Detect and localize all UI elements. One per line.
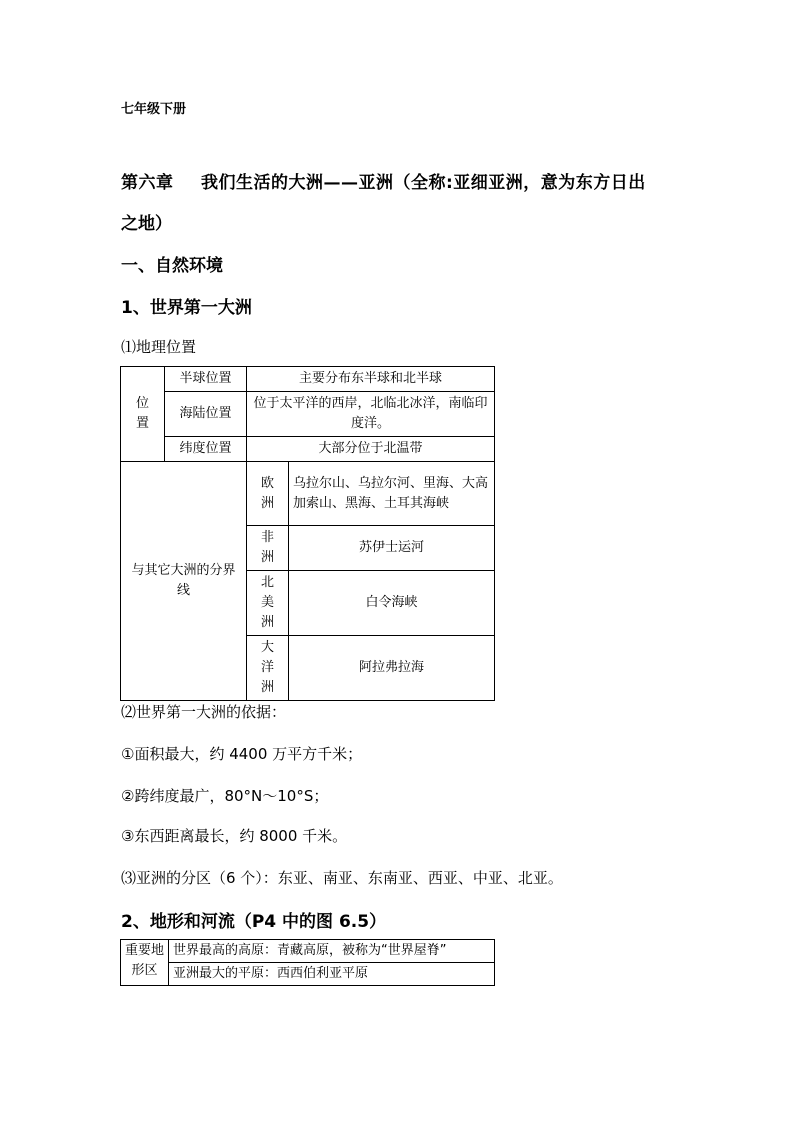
grade-label: 七年级下册	[121, 102, 187, 117]
list-item: ①面积最大，约 4400 万平方千米；	[121, 745, 363, 763]
chapter-title	[121, 168, 646, 193]
table-row	[121, 437, 495, 462]
table-row	[121, 462, 495, 526]
list-item: ②跨纬度最广，80°N～10°S；	[121, 787, 329, 805]
table-cell: 大部分位于北温带	[247, 437, 495, 462]
table-cell	[247, 571, 289, 636]
table-row	[121, 367, 495, 392]
table-cell: 主要分布东半球和北半球	[247, 367, 495, 392]
position-label: 位置	[135, 396, 149, 431]
geo-position-heading: ⑴地理位置	[121, 338, 197, 356]
subsection-heading-2: 2、地形和河流（P4 中的图 6.5）	[121, 912, 387, 932]
section-heading: 一、自然环境	[121, 256, 223, 276]
table-row	[121, 963, 495, 986]
table-row	[121, 940, 495, 963]
table-cell: 海陆位置	[165, 392, 247, 437]
table-cell: 乌拉尔山、乌拉尔河、里海、大高加索山、黑海、土耳其海峡	[289, 462, 495, 526]
continent-label: 北美洲	[260, 575, 274, 630]
basis-heading: ⑵世界第一大洲的依据：	[121, 703, 287, 721]
table-cell: 纬度位置	[165, 437, 247, 462]
table-cell: 位于太平洋的西岸，北临北冰洋，南临印度洋。	[247, 392, 495, 437]
table-cell	[247, 636, 289, 701]
continent-label: 欧洲	[260, 475, 274, 511]
boundary-label-cell: 与其它大洲的分界线	[121, 462, 247, 701]
table-cell: 阿拉弗拉海	[289, 636, 495, 701]
position-label-cell	[121, 367, 165, 462]
table-cell: 世界最高的高原：青藏高原，被称为“世界屋脊”	[169, 940, 495, 963]
continent-label: 大洋洲	[260, 640, 274, 695]
terrain-table	[120, 939, 495, 986]
table-cell: 半球位置	[165, 367, 247, 392]
geo-position-table	[120, 366, 495, 701]
table-row	[121, 392, 495, 437]
list-item: ③东西距离最长，约 8000 千米。	[121, 827, 348, 845]
chapter-title-line2: 之地）	[121, 214, 172, 234]
continent-label: 非洲	[260, 530, 274, 565]
chapter-title-line1: 我们生活的大洲——亚洲（全称:亚细亚洲，意为东方日出	[201, 173, 646, 193]
table-cell	[247, 526, 289, 571]
regions-text: ⑶亚洲的分区（6 个）：东亚、南亚、东南亚、西亚、中亚、北亚。	[121, 869, 563, 887]
subsection-heading: 1、世界第一大洲	[121, 298, 252, 318]
table-cell: 亚洲最大的平原：西西伯利亚平原	[169, 963, 495, 986]
terrain-label-cell: 重要地形区	[121, 940, 169, 986]
chapter-number: 第六章	[121, 173, 174, 193]
table-cell	[247, 462, 289, 526]
table-cell: 苏伊士运河	[289, 526, 495, 571]
table-cell: 白令海峡	[289, 571, 495, 636]
